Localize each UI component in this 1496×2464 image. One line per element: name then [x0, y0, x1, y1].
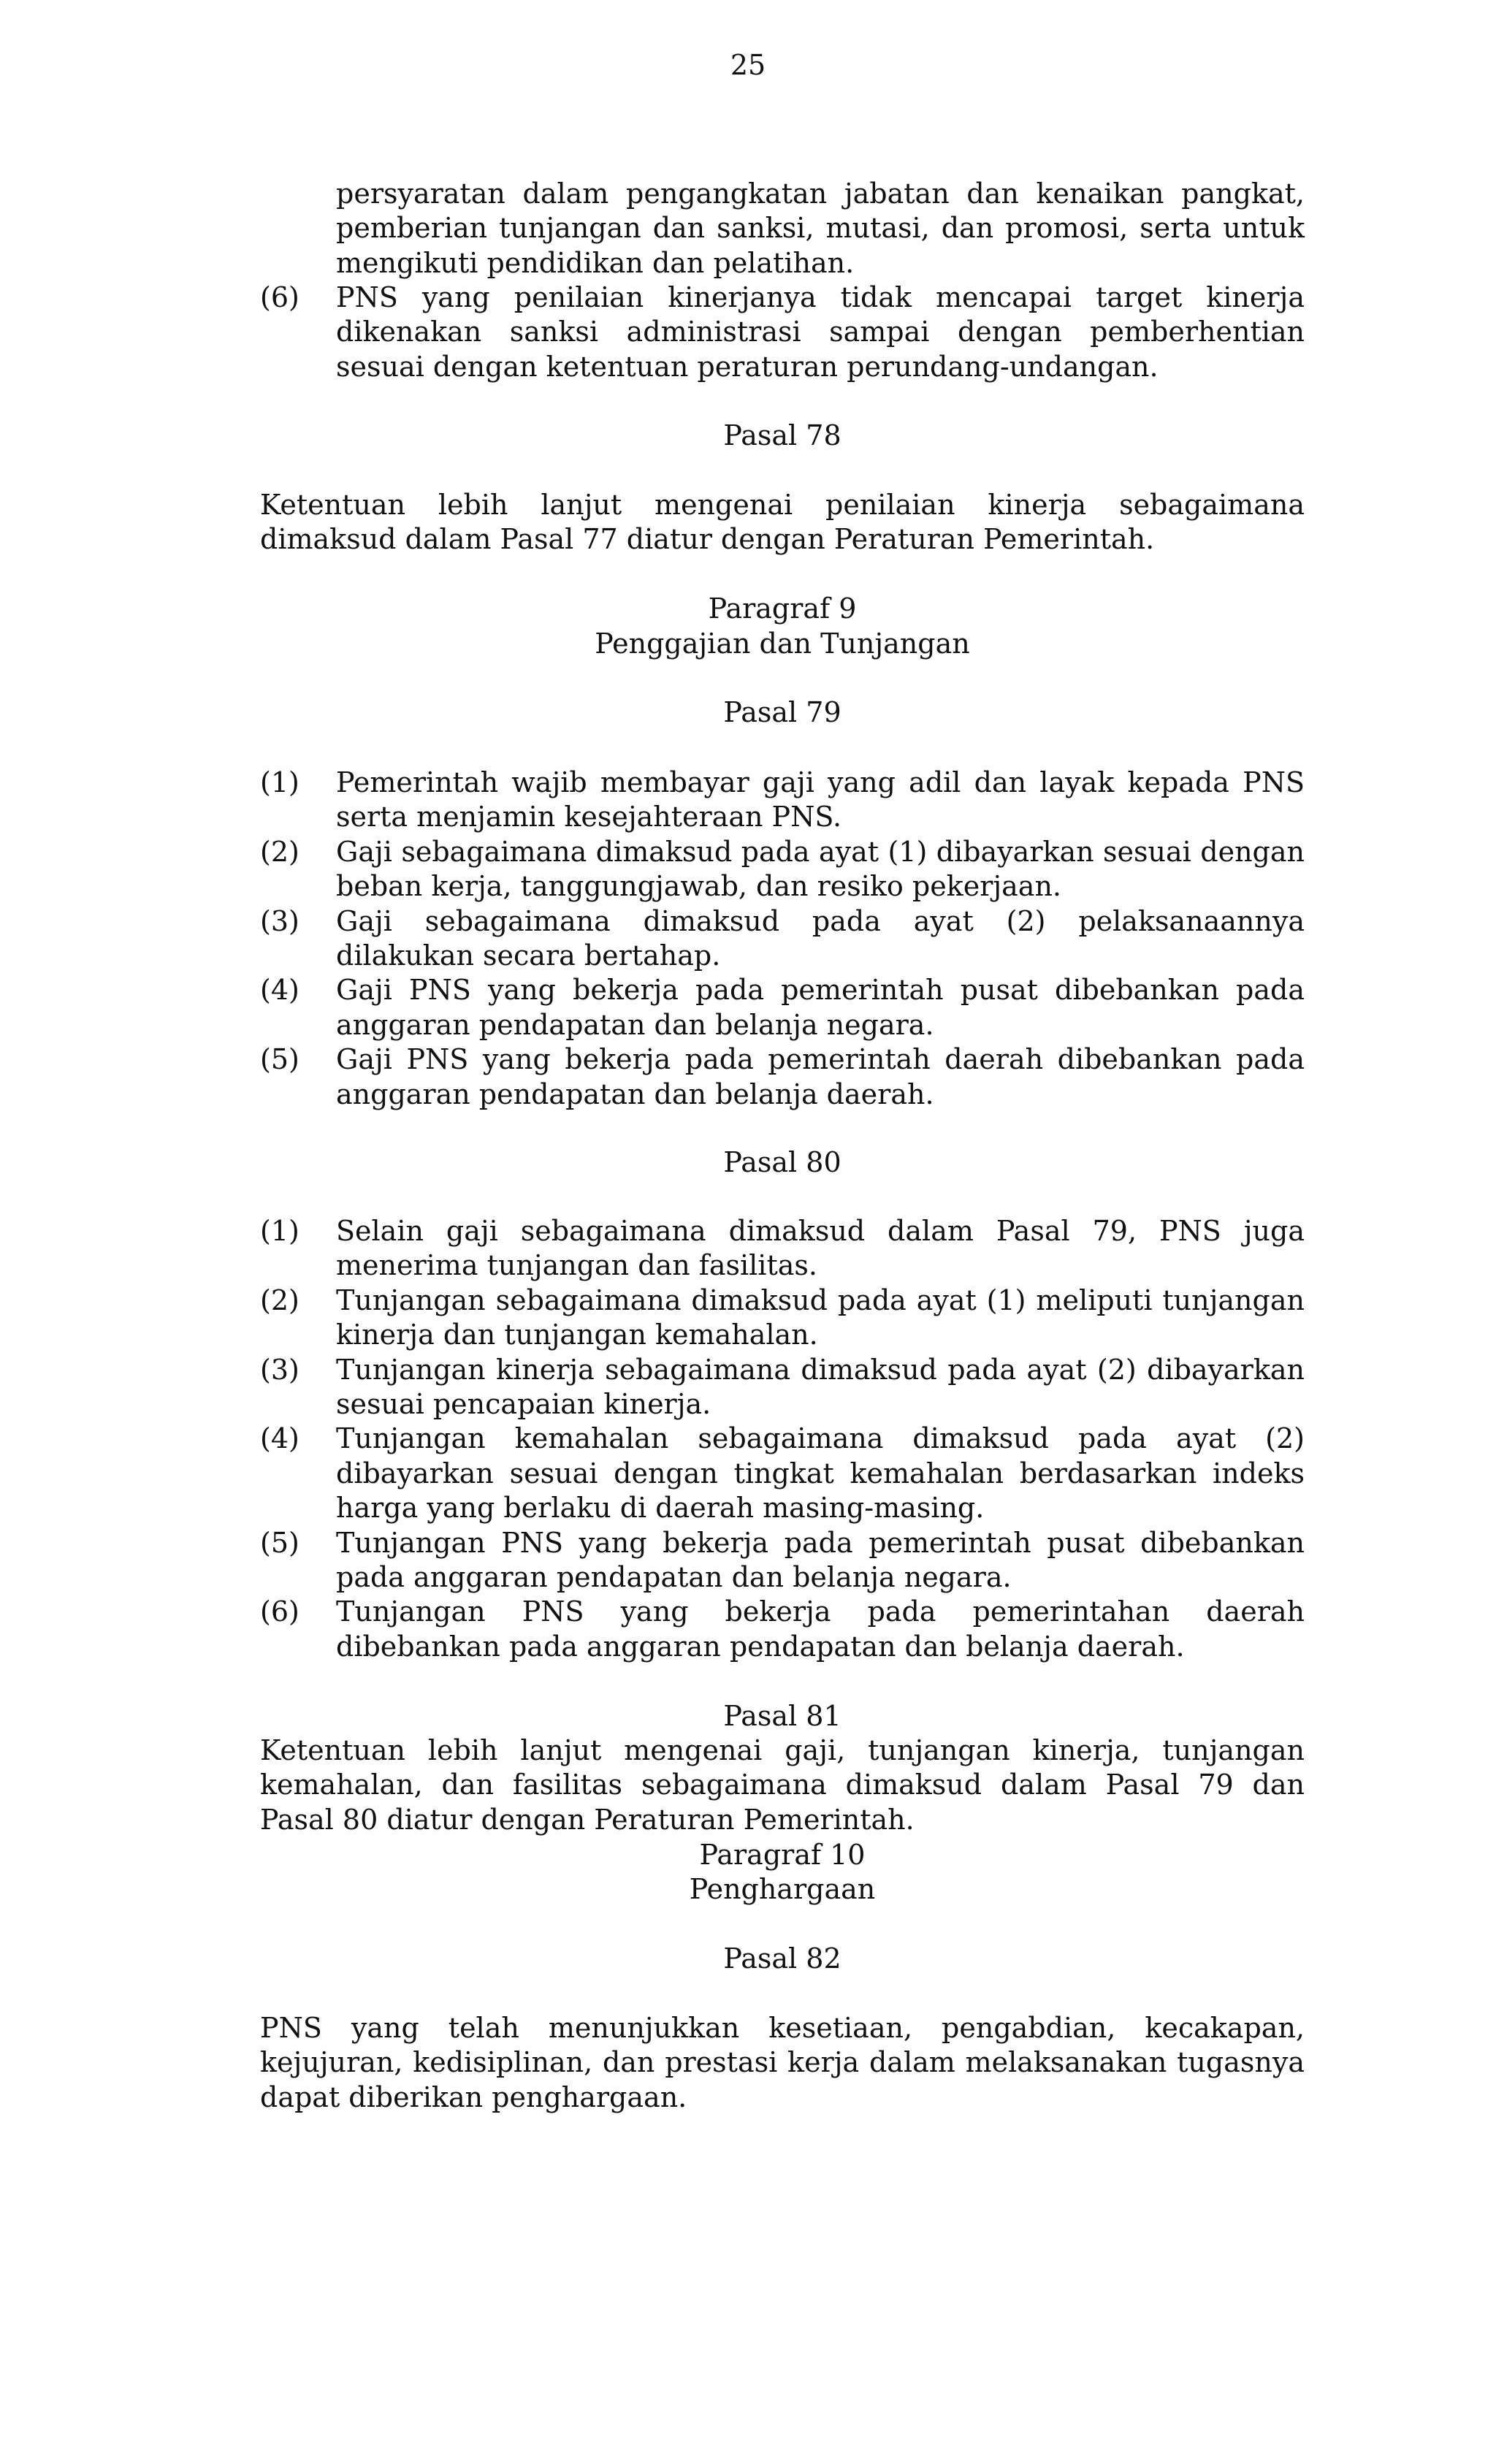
pasal-80-heading: Pasal 80 [723, 1146, 842, 1178]
paragraf-10-subtitle: Penghargaan [689, 1873, 876, 1905]
item-text: Pemerintah wajib membayar gaji yang adil dan layak kepada PNS serta menjamin kesejahteraan PNS. [336, 766, 1305, 834]
item-text: Tunjangan sebagaimana dimaksud pada ayat (1) meliputi tunjangan kinerja dan tunjangan kemahalan. [336, 1284, 1305, 1351]
page-number: 25 [730, 49, 766, 81]
item-number: (1) [260, 766, 299, 798]
pasal-78-heading: Pasal 78 [723, 419, 842, 451]
pasal-79-list [260, 766, 1305, 1112]
item-number: (3) [260, 1353, 299, 1386]
item-text: Gaji sebagaimana dimaksud pada ayat (2) pelaksanaannya dilakukan secara bertahap. [336, 904, 1305, 972]
continued-text: persyaratan dalam pengangkatan jabatan dan kenaikan pangkat, pemberian tunjangan dan sanksi, mutasi, dan promosi, serta untuk mengikuti pendidikan dan pelatihan. [336, 178, 1305, 279]
item-text: Tunjangan kinerja sebagaimana dimaksud pada ayat (2) dibayarkan sesuai pencapaian kinerja. [336, 1353, 1305, 1421]
paragraf-9-subtitle: Penggajian dan Tunjangan [595, 628, 970, 660]
continued-paragraph [260, 177, 1305, 281]
pasal-82-text: PNS yang telah menunjukkan kesetiaan, pengabdian, kecakapan, kejujuran, kedisiplinan, dan prestasi kerja dalam melaksanakan tugasnya dapat diberikan penghargaan. [260, 2012, 1305, 2113]
list-item [260, 1214, 1305, 1284]
item-number: (2) [260, 835, 299, 868]
list-item [260, 1526, 1305, 1595]
item-text: Tunjangan kemahalan sebagaimana dimaksud pada ayat (2) dibayarkan sesuai dengan tingkat kemahalan berdasarkan indeks harga yang berlaku di daerah masing-masing. [336, 1422, 1305, 1525]
item-number: (4) [260, 1422, 299, 1455]
item-number: (2) [260, 1284, 299, 1316]
pasal-81-text: Ketentuan lebih lanjut mengenai gaji, tunjangan kinerja, tunjangan kemahalan, dan fasilitas sebagaimana dimaksud dalam Pasal 79 dan Pasal 80 diatur dengan Peraturan Pemerintah. [260, 1734, 1305, 1836]
item-text: PNS yang penilaian kinerjanya tidak mencapai target kinerja dikenakan sanksi administrasi sampai dengan pemberhentian sesuai dengan ketentuan peraturan perundang-undangan. [336, 281, 1305, 383]
item-text: Gaji sebagaimana dimaksud pada ayat (1) dibayarkan sesuai dengan beban kerja, tanggungjawab, dan resiko pekerjaan. [336, 835, 1305, 903]
item-text: Tunjangan PNS yang bekerja pada pemerintah pusat dibebankan pada anggaran pendapatan dan belanja negara. [336, 1526, 1305, 1594]
item-text: Tunjangan PNS yang bekerja pada pemerintahan daerah dibebankan pada anggaran pendapatan dan belanja daerah. [336, 1595, 1305, 1663]
item-number: (1) [260, 1215, 299, 1247]
item-number: (6) [260, 1595, 299, 1628]
item-text: Gaji PNS yang bekerja pada pemerintah pusat dibebankan pada anggaran pendapatan dan belanja negara. [336, 974, 1305, 1041]
list-item [260, 766, 1305, 835]
item-text: Selain gaji sebagaimana dimaksud dalam Pasal 79, PNS juga menerima tunjangan dan fasilitas. [336, 1215, 1305, 1282]
list-item [260, 904, 1305, 974]
item-number: (3) [260, 904, 299, 937]
pasal-78-text: Ketentuan lebih lanjut mengenai penilaian kinerja sebagaimana dimaksud dalam Pasal 77 diatur dengan Peraturan Pemerintah. [260, 489, 1305, 556]
pasal-80-list [260, 1214, 1305, 1664]
paragraf-9-heading: Paragraf 9 [708, 592, 857, 625]
list-item [260, 1042, 1305, 1112]
list-item [260, 1595, 1305, 1664]
item-number: (5) [260, 1043, 299, 1076]
item-number: (5) [260, 1526, 299, 1559]
item-text: Gaji PNS yang bekerja pada pemerintah daerah dibebankan pada anggaran pendapatan dan belanja daerah. [336, 1043, 1305, 1110]
list-item [260, 1422, 1305, 1525]
paragraf-10-heading: Paragraf 10 [699, 1839, 866, 1871]
list-item [260, 1353, 1305, 1422]
list-item [260, 973, 1305, 1042]
list-item [260, 1284, 1305, 1353]
pasal-81-heading: Pasal 81 [723, 1700, 842, 1732]
pasal-82-heading: Pasal 82 [723, 1942, 842, 1975]
list-item [260, 281, 1305, 384]
item-number: (6) [260, 281, 299, 313]
pasal-79-heading: Pasal 79 [723, 696, 842, 728]
item-number: (4) [260, 974, 299, 1007]
list-item [260, 835, 1305, 904]
